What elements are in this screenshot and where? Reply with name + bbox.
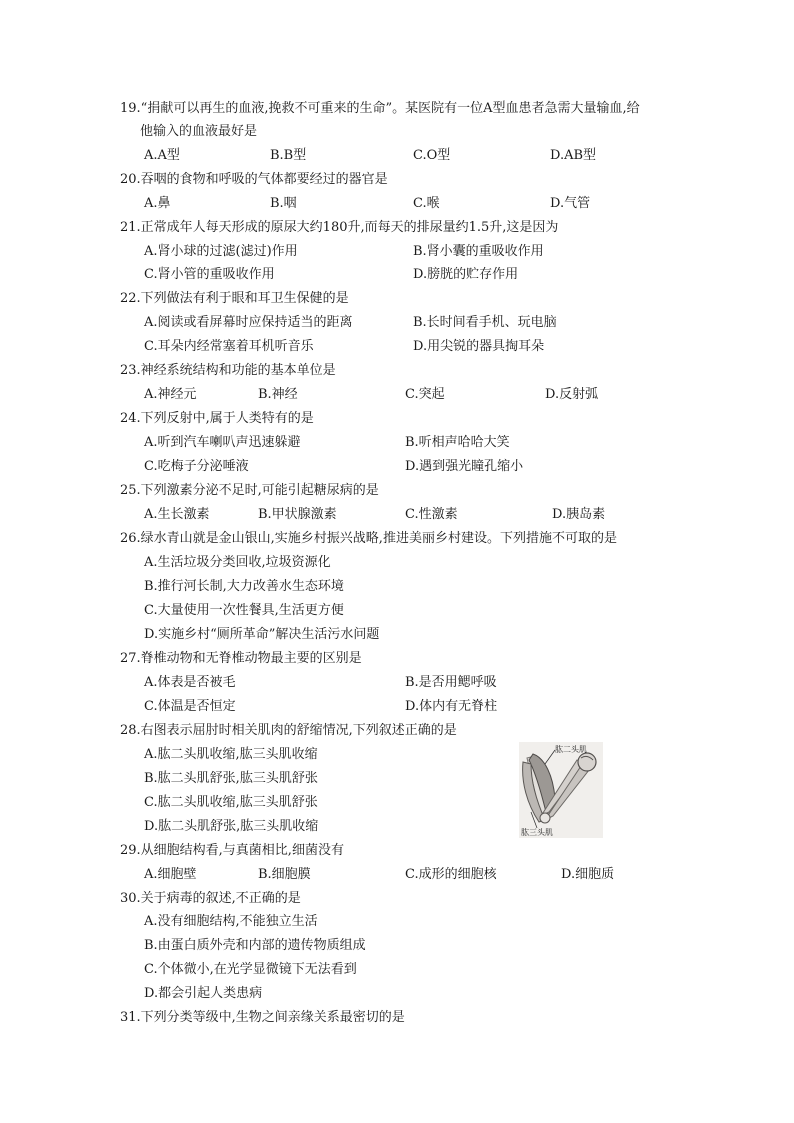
question-26-option-a: A.生活垃圾分类回收,垃圾资源化 [144, 555, 331, 570]
question-27-option-b: B.是否用鳃呼吸 [405, 675, 497, 690]
question-20-option-d: D.气管 [550, 196, 591, 211]
question-27-option-d: D.体内有无脊柱 [405, 699, 498, 714]
question-23-option-c: C.突起 [405, 387, 445, 402]
question-20-option-b: B.咽 [270, 196, 297, 211]
elbow-flexion-figure [519, 742, 603, 838]
question-22-option-a: A.阅读或看屏幕时应保持适当的距离 [144, 315, 353, 330]
question-24-option-b: B.听相声哈哈大笑 [405, 435, 510, 450]
question-31-stem: 31.下列分类等级中,生物之间亲缘关系最密切的是 [120, 1010, 405, 1025]
question-24-option-a: A.听到汽车喇叭声迅速躲避 [144, 435, 301, 450]
question-28-stem: 28.右图表示屈肘时相关肌肉的舒缩情况,下列叙述正确的是 [120, 723, 457, 738]
question-20-option-c: C.喉 [413, 196, 440, 211]
triceps-label: 肱三头肌 [521, 828, 553, 837]
question-26-option-c: C.大量使用一次性餐具,生活更方便 [144, 603, 344, 618]
question-29-stem: 29.从细胞结构看,与真菌相比,细菌没有 [120, 843, 344, 858]
question-23-stem: 23.神经系统结构和功能的基本单位是 [120, 363, 336, 378]
question-19-stem: 19.“捐献可以再生的血液,挽救不可重来的生命”。某医院有一位A型血患者急需大量输血,给 [120, 101, 640, 116]
question-20-option-a: A.鼻 [144, 196, 171, 211]
question-28-option-a: A.肱二头肌收缩,肱三头肌收缩 [144, 747, 318, 762]
question-19-option-b: B.B型 [270, 148, 307, 163]
question-27-option-c: C.体温是否恒定 [144, 699, 236, 714]
question-22-option-c: C.耳朵内经常塞着耳机听音乐 [144, 339, 314, 354]
question-21-option-a: A.肾小球的过滤(滤过)作用 [144, 244, 298, 259]
question-25-stem: 25.下列激素分泌不足时,可能引起糖尿病的是 [120, 483, 379, 498]
question-24-option-c: C.吃梅子分泌唾液 [144, 459, 249, 474]
question-21-option-c: C.肾小管的重吸收作用 [144, 267, 275, 282]
question-28-option-b: B.肱二头肌舒张,肱三头肌舒张 [144, 771, 318, 786]
biceps-label: 肱二头肌 [555, 745, 587, 754]
question-29-option-d: D.细胞质 [561, 867, 615, 882]
question-22-option-d: D.用尖锐的器具掏耳朵 [413, 339, 545, 354]
question-29-option-c: C.成形的细胞核 [405, 867, 497, 882]
question-28-option-d: D.肱二头肌舒张,肱三头肌收缩 [144, 819, 319, 834]
question-22-option-b: B.长时间看手机、玩电脑 [413, 315, 557, 330]
question-22-stem: 22.下列做法有利于眼和耳卫生保健的是 [120, 291, 349, 306]
question-19-option-c: C.O型 [413, 148, 451, 163]
question-23-option-b: B.神经 [258, 387, 298, 402]
question-20-stem: 20.吞咽的食物和呼吸的气体都要经过的器官是 [120, 172, 388, 187]
question-26-stem: 26.绿水青山就是金山银山,实施乡村振兴战略,推进美丽乡村建设。下列措施不可取的是 [120, 531, 617, 546]
question-21-option-d: D.膀胱的贮存作用 [413, 267, 519, 282]
question-19-stem-cont: 他输入的血液最好是 [140, 124, 258, 139]
question-26-option-b: B.推行河长制,大力改善水生态环境 [144, 579, 344, 594]
question-30-option-a: A.没有细胞结构,不能独立生活 [144, 914, 318, 929]
question-30-stem: 30.关于病毒的叙述,不正确的是 [120, 891, 301, 906]
question-29-option-a: A.细胞壁 [144, 867, 197, 882]
question-23-option-d: D.反射弧 [545, 387, 599, 402]
question-21-option-b: B.肾小囊的重吸收作用 [413, 244, 544, 259]
question-24-stem: 24.下列反射中,属于人类特有的是 [120, 411, 314, 426]
question-25-option-c: C.性激素 [405, 507, 458, 522]
question-19-option-d: D.AB型 [550, 148, 597, 163]
question-21-stem: 21.正常成年人每天形成的原尿大约180升,而每天的排尿量约1.5升,这是因为 [120, 220, 559, 235]
arm-muscle-illustration [519, 742, 603, 838]
question-25-option-b: B.甲状腺激素 [258, 507, 337, 522]
question-25-option-a: A.生长激素 [144, 507, 210, 522]
question-19-option-a: A.A型 [144, 148, 180, 163]
question-27-option-a: A.体表是否被毛 [144, 675, 236, 690]
question-28-option-c: C.肱二头肌收缩,肱三头肌舒张 [144, 795, 318, 810]
question-23-option-a: A.神经元 [144, 387, 197, 402]
question-24-option-d: D.遇到强光瞳孔缩小 [405, 459, 524, 474]
question-27-stem: 27.脊椎动物和无脊椎动物最主要的区别是 [120, 651, 362, 666]
question-30-option-d: D.都会引起人类患病 [144, 986, 263, 1001]
question-30-option-b: B.由蛋白质外壳和内部的遗传物质组成 [144, 938, 366, 953]
question-30-option-c: C.个体微小,在光学显微镜下无法看到 [144, 962, 357, 977]
question-29-option-b: B.细胞膜 [258, 867, 311, 882]
question-25-option-d: D.胰岛素 [552, 507, 606, 522]
question-26-option-d: D.实施乡村“厕所革命”解决生活污水问题 [144, 627, 380, 642]
